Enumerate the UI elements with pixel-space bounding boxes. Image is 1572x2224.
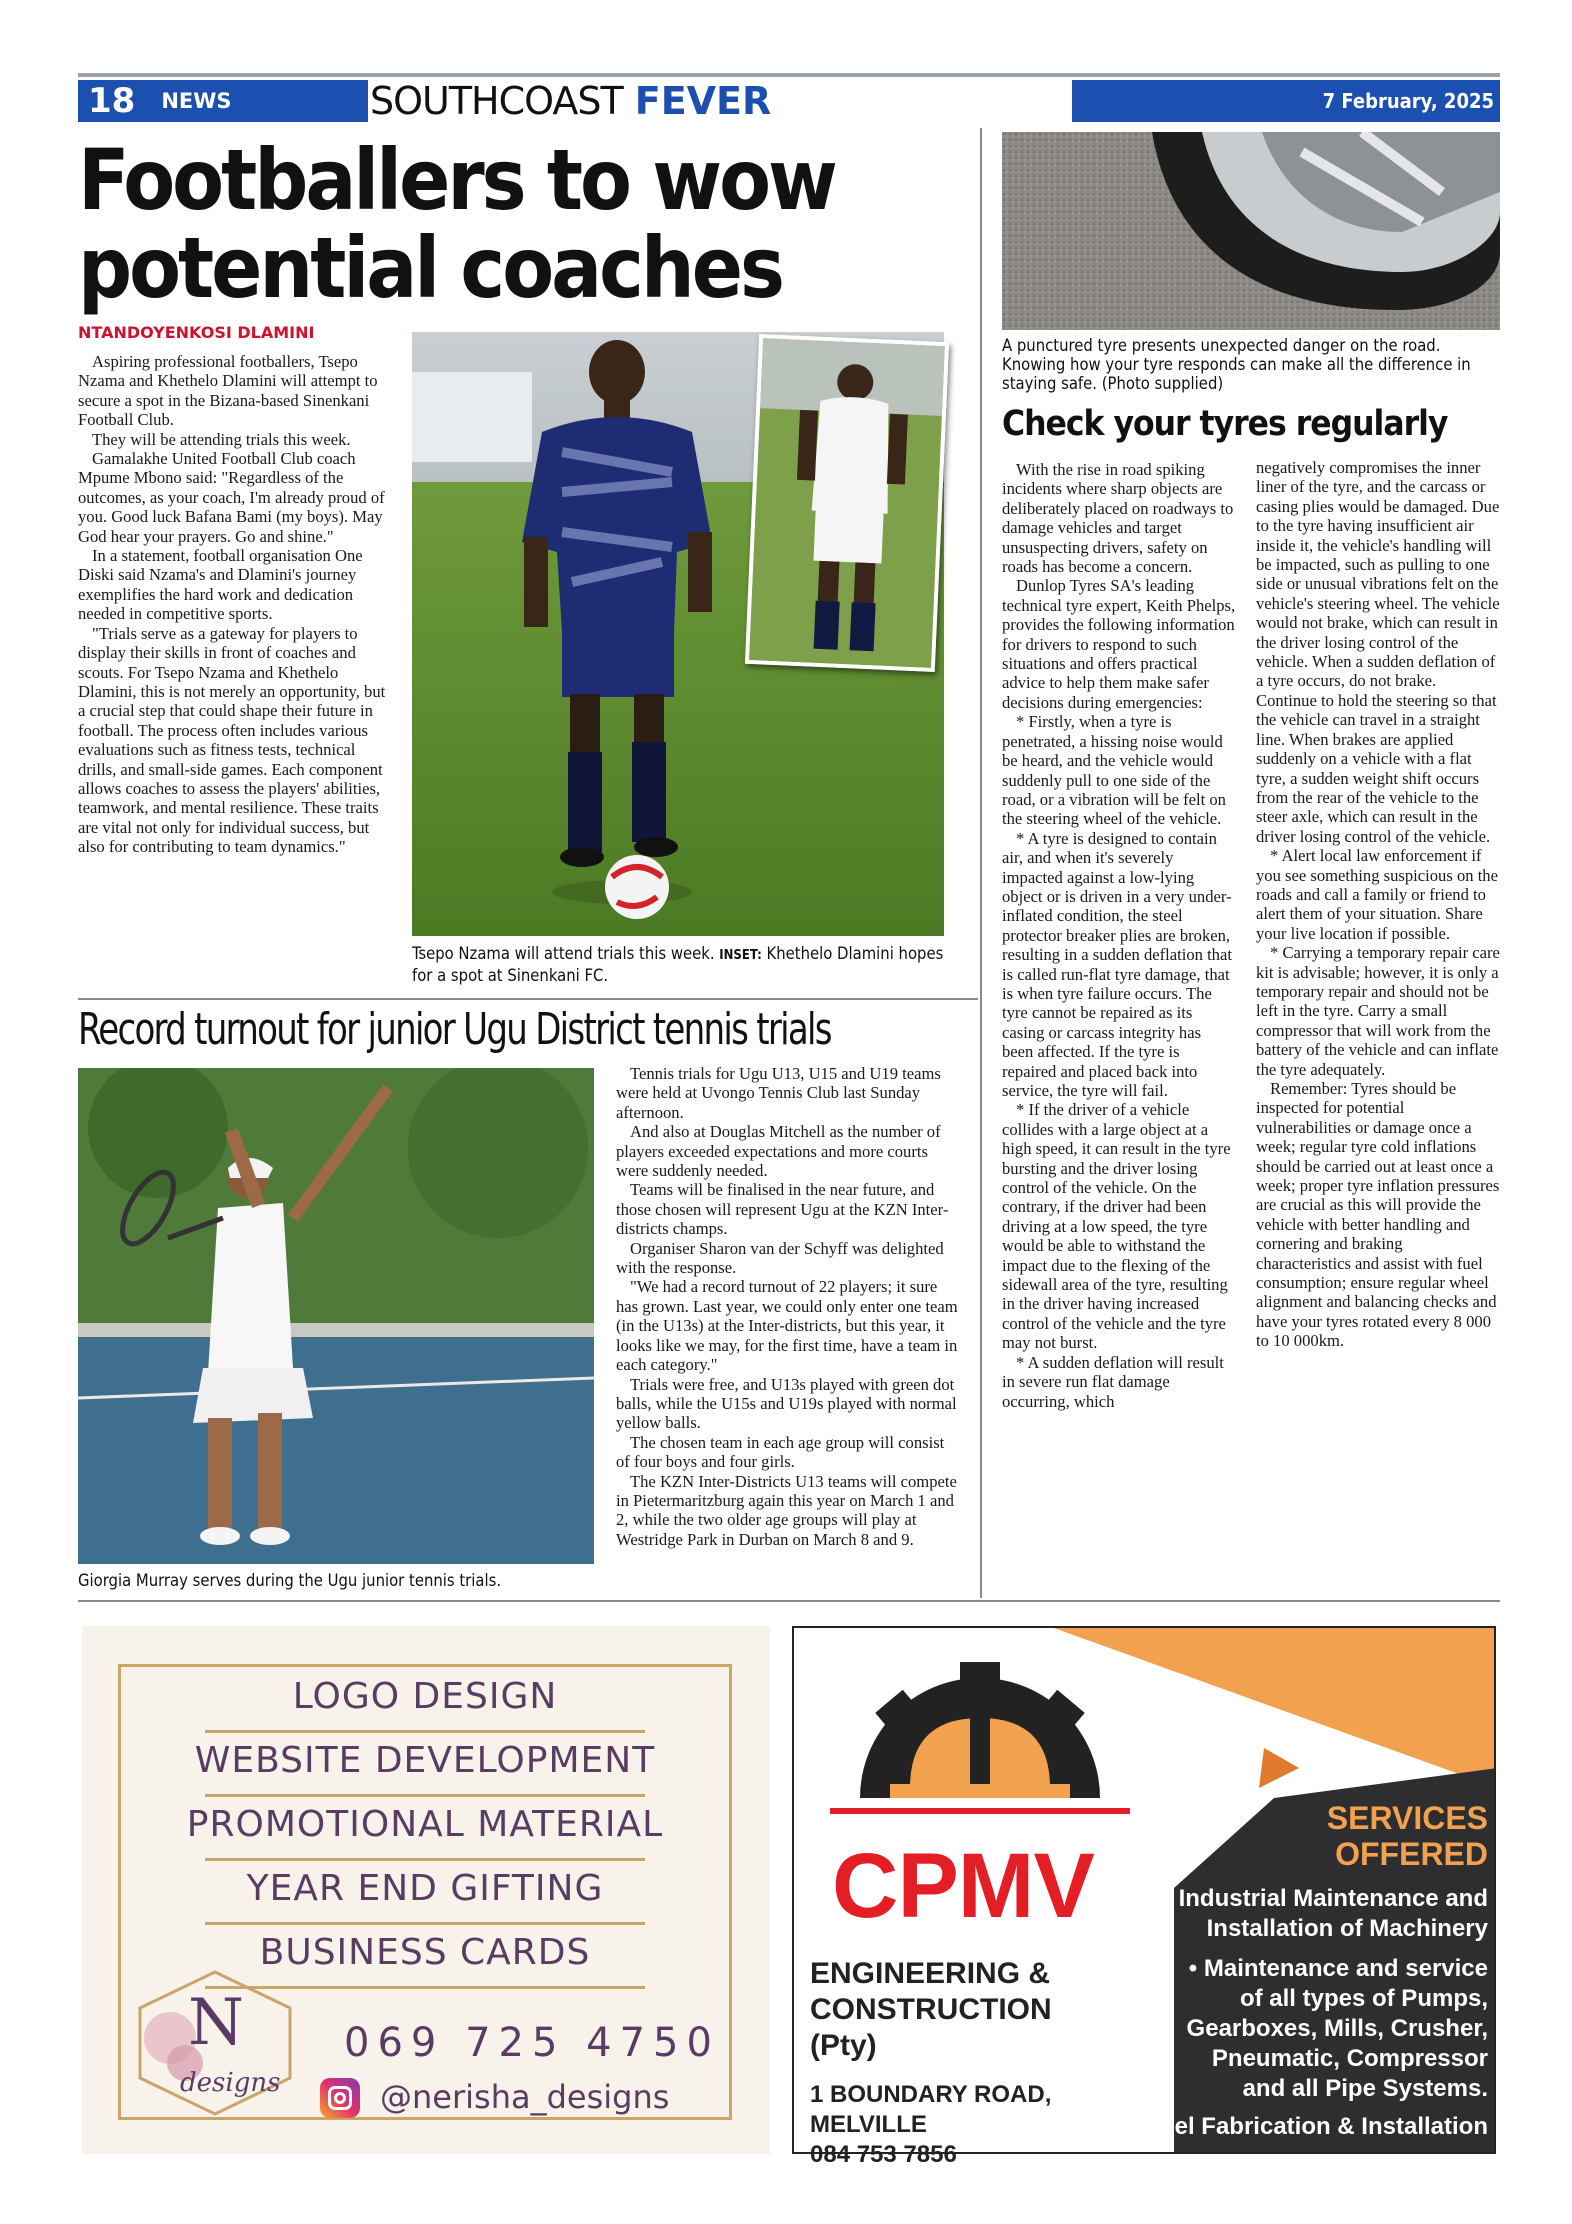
- services-title-line: SERVICES: [1326, 1800, 1488, 1836]
- ad-divider-line: [205, 1858, 645, 1861]
- tyre-headline: Check your tyres regularly: [1002, 404, 1448, 444]
- gear-helmet-icon: [820, 1648, 1140, 1828]
- tennis-headline: Record turnout for junior Ugu District tennis trials: [78, 1004, 831, 1055]
- masthead: [370, 78, 771, 124]
- n-designs-logo: [130, 1968, 300, 2118]
- paragraph: Aspiring professional footballers, Tsepo Nzama and Khethelo Dlamini will attempt to secure a spot in the Bizana-based Sinenkani Football Club.: [78, 352, 378, 430]
- ad-divider-line: [205, 1794, 645, 1797]
- company-line-3: (Pty): [810, 2029, 877, 2062]
- service-line: Gearboxes, Mills, Crusher,: [1186, 2015, 1488, 2042]
- service-line: • Steel Fabrication & Installation: [1122, 2113, 1488, 2140]
- tennis-article-body: [616, 1064, 958, 1596]
- punctured-tyre-photo: [1002, 132, 1500, 330]
- service-line: of all types of Pumps,: [1239, 1985, 1488, 2012]
- caption-inset-label: INSET:: [719, 948, 762, 963]
- tyre-article-column-1: [1002, 460, 1236, 1596]
- paragraph: Organiser Sharon van der Schyff was delighted with the response.: [616, 1238, 944, 1278]
- service-item: [1164, 1884, 1488, 1944]
- company-line-1: ENGINEERING &: [810, 1957, 1051, 1990]
- address-line-1: 1 BOUNDARY ROAD,: [810, 2081, 1052, 2108]
- paragraph: Gamalakhe United Football Club coach Mpume Mbono said: "Regardless of the outcomes, as your coach, I'm already proud of you. Good luck Bafana Bami (my boys). May God hear your prayers. Go and shine.": [78, 449, 385, 546]
- ad-service-item: PROMOTIONAL MATERIAL: [186, 1804, 664, 1845]
- paragraph: Dunlop Tyres SA's leading technical tyre expert, Keith Phelps, provides the following information for drivers to respond to such situations and offers practical advice to help them make safer decisions during emergencies:: [1002, 576, 1236, 712]
- ad-divider-line: [205, 1922, 645, 1925]
- story-divider: [78, 998, 978, 1000]
- caption-inset: Khethelo Dlamini hopes for a spot at Sinenkani FC.: [412, 944, 944, 985]
- masthead-light: SOUTHCOAST: [370, 79, 623, 123]
- ad-divider-line: [205, 1730, 645, 1733]
- address-line-2: MELVILLE: [810, 2111, 927, 2138]
- logo-letter: N: [188, 1986, 244, 2060]
- paragraph: The chosen team in each age group will consist of four boys and four girls.: [616, 1432, 945, 1472]
- masthead-bold: FEVER: [634, 79, 772, 123]
- tyre-article-column-2: [1256, 458, 1500, 1598]
- paragraph: Tennis trials for Ugu U13, U15 and U19 teams were held at Uvongo Tennis Club last Sunday afternoon.: [616, 1064, 941, 1122]
- tennis-player-photo: [78, 1068, 594, 1564]
- headline-line: potential coaches: [78, 219, 782, 317]
- paragraph: Remember: Tyres should be inspected for potential vulnerabilities or damage once a week; regular tyre cold inflations should be carried out at least once a week; proper tyre inflation pressures are crucial as this will provide the vehicle with better handling and cornering and braking characteristics and assist with fuel consumption; ensure regular wheel alignment and balancing checks and have your tyres rotated every 8 000 to 10 000km.: [1256, 1079, 1500, 1351]
- service-line: • Maintenance and service: [1188, 1955, 1488, 1982]
- paragraph: * A tyre is designed to contain air, and when it's severely impacted against a low-lying object or is driven in a very under-inflated condition, the steel protector breaker plies are broken, resulting in a sudden deflation that is called run-flat tyre damage, that is when tyre failure occurs. The tyre cannot be repaired as its casing or carcass integrity has been affected. If the tyre is repaired and placed back into service, the tyre will fail.: [1002, 828, 1232, 1100]
- lead-photo-caption: [412, 944, 952, 986]
- services-title: [1327, 1800, 1488, 1872]
- date-block: [1072, 80, 1500, 122]
- header-top-rule: [78, 73, 1500, 77]
- paragraph: They will be attending trials this week.: [92, 429, 351, 449]
- logo-word: designs: [180, 2068, 281, 2098]
- page-number: 18: [88, 81, 136, 121]
- service-line: Pneumatic, Compressor: [1211, 2045, 1488, 2072]
- paragraph: The KZN Inter-Districts U13 teams will compete in Pietermaritzburg again this year on March 1 and 2, while the two older age groups will play at Westridge Park in Durban on March 8 and 9.: [616, 1471, 957, 1549]
- tyre-photo-caption: A punctured tyre presents unexpected danger on the road. Knowing how your tyre responds can make all the difference in staying safe. (Photo supplied): [1002, 336, 1471, 393]
- ad-service-item: YEAR END GIFTING: [246, 1868, 604, 1909]
- paragraph: * A sudden deflation will result in severe run flat damage occurring, which: [1002, 1352, 1224, 1411]
- paragraph: "Trials serve as a gateway for players to display their skills in front of coaches and scouts. For Tsepo Nzama and Khethelo Dlamini, this is not merely an opportunity, but a crucial step that could shape their future in football. The process often includes various evaluations such as fitness tests, technical drills, and small-side games. Each component allows coaches to assess the players' abilities, teamwork, and mental resilience. These traits are vital not only for individual success, but also for contributing to team dynamics.": [78, 623, 386, 857]
- paragraph: In a statement, football organisation One Diski said Nzama's and Dlamini's journey exemplifies the hard work and dedication needed in competitive sports.: [78, 546, 363, 624]
- paragraph: And also at Douglas Mitchell as the number of players exceeded expectations and more courts were suddenly needed.: [616, 1122, 941, 1181]
- tennis-photo-caption: Giorgia Murray serves during the Ugu junior tennis trials.: [78, 1571, 502, 1590]
- inset-player-photo: [745, 334, 949, 672]
- company-phone: 084 753 7856: [810, 2141, 957, 2168]
- cpmv-logo: CPMV: [832, 1835, 1094, 1937]
- services-title-line: OFFERED: [1335, 1836, 1488, 1872]
- instagram-handle: @nerisha_designs: [380, 2078, 670, 2116]
- lead-headline: [78, 131, 978, 317]
- ad-divider: [78, 1600, 1500, 1602]
- caption-main: Tsepo Nzama will attend trials this week.: [412, 944, 715, 963]
- paragraph: * Firstly, when a tyre is penetrated, a hissing noise would be heard, and the vehicle would suddenly pull to one side of the road, or a vibration will be felt on the steering wheel of the vehicle.: [1002, 712, 1226, 829]
- lead-article-body: [78, 352, 390, 992]
- page-number-block: [78, 80, 368, 122]
- service-line: Installation of Machinery: [1206, 1915, 1488, 1942]
- paragraph: * Alert local law enforcement if you see something suspicious on the roads and call a family or friend to alert them of your situation. Share your live location if possible.: [1256, 846, 1498, 943]
- paragraph: Trials were free, and U13s played with green dot balls, while the U15s and U19s played with normal yellow balls.: [616, 1374, 957, 1433]
- byline: NTANDOYENKOSI DLAMINI: [78, 323, 315, 342]
- service-item: [1187, 1954, 1488, 2104]
- ad-service-item: WEBSITE DEVELOPMENT: [194, 1740, 656, 1781]
- paragraph: With the rise in road spiking incidents where sharp objects are deliberately placed on roadways to damage vehicles and target unsuspecting drivers, safety on roads has become a concern.: [1002, 460, 1234, 577]
- paragraph: negatively compromises the inner liner of the tyre, and the carcass or casing plies would be damaged. Due to the tyre having insufficient air inside it, the vehicle's handling will be impacted, such as pulling to one side or unusual vibrations felt on the vehicle's steering wheel. The vehicle would not brake, which can result in the driver losing control of the vehicle. When a sudden deflation of a tyre occurs, do not brake. Continue to hold the steering so that the vehicle can travel in a straight line. When brakes are applied suddenly on a vehicle with a flat tyre, a sudden weight shift occurs from the rear of the vehicle to the steer axle, which can result in the driver losing control of the vehicle.: [1256, 458, 1500, 846]
- service-line: • Industrial Maintenance and: [1163, 1885, 1488, 1912]
- company-line: [810, 1956, 1052, 2064]
- company-address: [810, 2080, 1051, 2170]
- instagram-icon: [320, 2078, 360, 2118]
- issue-date: 7 February, 2025: [1322, 89, 1494, 113]
- section-label: NEWS: [161, 89, 232, 113]
- ad-service-item: LOGO DESIGN: [292, 1676, 558, 1717]
- headline-line: Footballers to wow: [78, 131, 835, 229]
- service-line: and all Pipe Systems.: [1242, 2075, 1488, 2102]
- paragraph: * Carrying a temporary repair care kit is advisable; however, it is only a temporary repair and should not be left in the tyre. Carry a small compressor that will work from the battery of the vehicle and can inflate the tyre adequately.: [1256, 943, 1500, 1079]
- service-item: [1122, 2112, 1488, 2142]
- company-line-2: CONSTRUCTION: [810, 1993, 1052, 2026]
- ad-phone-number: 069 725 4750: [344, 2020, 720, 2066]
- ad-service-item: BUSINESS CARDS: [259, 1932, 591, 1973]
- column-rule: [980, 128, 982, 1598]
- paragraph: Teams will be finalised in the near future, and those chosen will represent Ugu at the KZN Inter-districts champs.: [616, 1180, 949, 1239]
- paragraph: "We had a record turnout of 22 players; it sure has grown. Last year, we could only enter one team (in the U13s) at the Inter-districts, but this year, it looks like we may, for the first time, have a team in each category.": [616, 1277, 958, 1375]
- paragraph: * If the driver of a vehicle collides with a large object at a high speed, it can result in the tyre bursting and the driver losing control of the vehicle. On the contrary, if the driver had been driving at a low speed, the tyre would be able to withstand the impact due to the flexing of the sidewall area of the tyre, resulting in the driver having increased control of the vehicle and the tyre may not burst.: [1002, 1100, 1231, 1353]
